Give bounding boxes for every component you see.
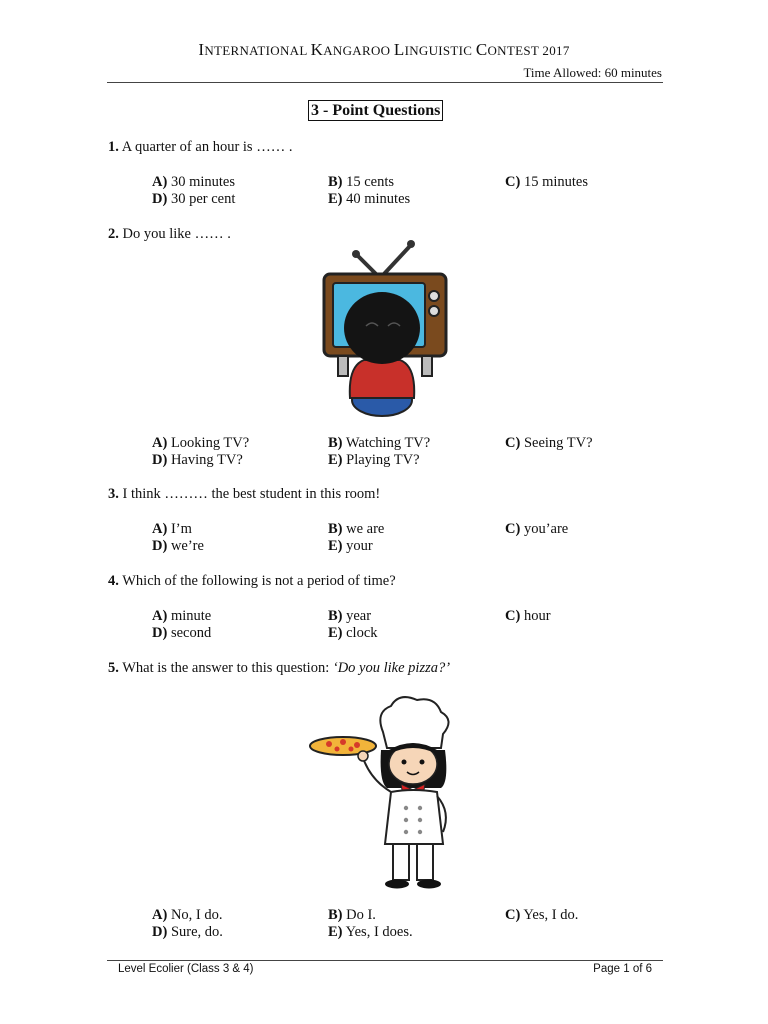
section-title: 3 - Point Questions [308,100,443,121]
option-text: you’are [523,521,569,537]
chef-shoe [385,880,409,889]
option-letter: A) [152,907,168,923]
option-letter: E) [328,538,343,554]
option-text: Sure, do. [170,924,223,940]
question-text: A quarter of an hour is …… . [121,139,293,155]
jacket-button [418,830,422,834]
jacket-button [404,818,408,822]
footer-level: Level Ecolier (Class 3 & 4) [118,963,254,975]
pepperoni [335,747,340,752]
question-text: What is the answer to this question: [122,660,333,676]
chef-eye [420,760,425,765]
option-c[interactable] [505,174,588,191]
option-c[interactable] [505,521,568,538]
jacket-button [418,818,422,822]
title-part: ONTEST 2017 [487,43,570,58]
pepperoni [326,741,332,747]
option-letter: E) [328,625,343,641]
question-2 [108,226,231,243]
option-a[interactable] [152,608,211,625]
option-text: Yes, I does. [345,924,413,940]
question-number: 1. [108,139,119,155]
option-b[interactable] [328,174,394,191]
option-letter: B) [328,608,343,624]
option-letter: C) [505,608,521,624]
option-text: 15 cents [346,174,395,190]
question-3 [108,486,380,503]
question-4 [108,573,396,590]
option-text: Playing TV? [346,452,420,468]
question-text: Which of the following is not a period of time? [122,573,396,589]
option-text: minute [170,608,212,624]
time-allowed: Time Allowed: 60 minutes [523,65,662,80]
question-5 [108,660,450,677]
question-number: 4. [108,573,119,589]
option-d[interactable] [152,625,211,642]
option-text: we are [346,521,385,537]
option-letter: B) [328,521,343,537]
option-letter: B) [328,174,343,190]
title-part: L [393,40,405,59]
option-text: 40 minutes [346,191,411,207]
option-letter: A) [152,174,168,190]
option-e[interactable] [328,924,413,941]
option-letter: E) [328,924,343,940]
option-e[interactable] [328,625,378,642]
option-b[interactable] [328,608,371,625]
title-part: NTERNATIONAL [204,43,311,58]
jacket-button [418,806,422,810]
option-text: 30 minutes [170,174,235,190]
question-text: Do you like …… . [122,226,231,242]
option-letter: D) [152,625,168,641]
option-letter: B) [328,435,343,451]
child-watching-tv-illustration [318,238,453,420]
option-text: Seeing TV? [523,435,593,451]
chef-eye [402,760,407,765]
antenna-tip [407,240,415,248]
option-text: Looking TV? [170,435,250,451]
option-letter: C) [505,174,521,190]
antenna-tip [352,250,360,258]
option-text: clock [346,625,378,641]
title-part: K [310,40,324,59]
chef-jacket [385,790,443,844]
tv-knob [429,306,439,316]
option-letter: D) [152,924,168,940]
pepperoni [354,742,360,748]
jacket-button [404,806,408,810]
option-d[interactable] [152,452,243,469]
option-text: Yes, I do. [523,907,579,923]
option-letter: D) [152,191,168,207]
option-a[interactable] [152,907,223,924]
option-c[interactable] [505,907,578,924]
chef-leg [393,844,409,880]
question-number: 5. [108,660,119,676]
header-rule [107,82,663,83]
option-a[interactable] [152,521,192,538]
footer-rule [107,960,663,961]
chef-shoe [417,880,441,889]
option-b[interactable] [328,907,376,924]
option-text: we’re [170,538,204,554]
option-letter: E) [328,191,343,207]
option-letter: A) [152,521,168,537]
option-text: year [346,608,372,624]
option-b[interactable] [328,435,430,452]
option-a[interactable] [152,435,249,452]
pepperoni [349,747,354,752]
option-text: your [346,538,373,554]
chef-leg [417,844,433,880]
title-part: I [198,40,205,59]
tv-leg [338,356,348,376]
tv-antenna-right [384,246,410,274]
tv-antenna-left [358,256,376,274]
title-part: INGUISTIC [404,43,476,58]
contest-title [0,40,768,60]
option-letter: B) [328,907,343,923]
option-text: hour [523,608,551,624]
option-letter: A) [152,435,168,451]
footer-page-number: Page 1 of 6 [593,963,652,975]
jacket-button [404,830,408,834]
child-shirt [350,360,414,398]
option-letter: D) [152,538,168,554]
option-text: 30 per cent [170,191,236,207]
option-text: 15 minutes [523,174,588,190]
option-a[interactable] [152,174,235,191]
question-text: I think ……… the best student in this room! [122,486,381,502]
option-letter: D) [152,452,168,468]
option-d[interactable] [152,191,235,208]
option-letter: C) [505,521,521,537]
option-text: No, I do. [170,907,223,923]
question-quote: ‘Do you like pizza?’ [332,660,451,676]
option-d[interactable] [152,924,223,941]
option-text: Having TV? [170,452,243,468]
title-part: C [475,40,488,59]
option-e[interactable] [328,452,420,469]
option-letter: C) [505,907,521,923]
option-d[interactable] [152,538,204,555]
pepperoni [340,739,346,745]
option-text: Do I. [346,907,376,923]
chef-hat [380,697,448,748]
title-part: ANGAROO [323,43,394,58]
tv-leg [422,356,432,376]
question-1 [108,139,292,156]
chef-hand [358,751,368,761]
question-number: 2. [108,226,119,242]
question-number: 3. [108,486,119,502]
option-letter: A) [152,608,168,624]
option-letter: E) [328,452,343,468]
option-text: second [170,625,212,641]
option-c[interactable] [505,608,551,625]
option-text: I’m [170,521,192,537]
tv-knob [429,291,439,301]
option-c[interactable] [505,435,593,452]
option-letter: C) [505,435,521,451]
option-e[interactable] [328,191,410,208]
option-b[interactable] [328,521,384,538]
option-e[interactable] [328,538,373,555]
chef-with-pizza-illustration [305,692,465,892]
option-text: Watching TV? [345,435,431,451]
child-hair [344,292,420,364]
